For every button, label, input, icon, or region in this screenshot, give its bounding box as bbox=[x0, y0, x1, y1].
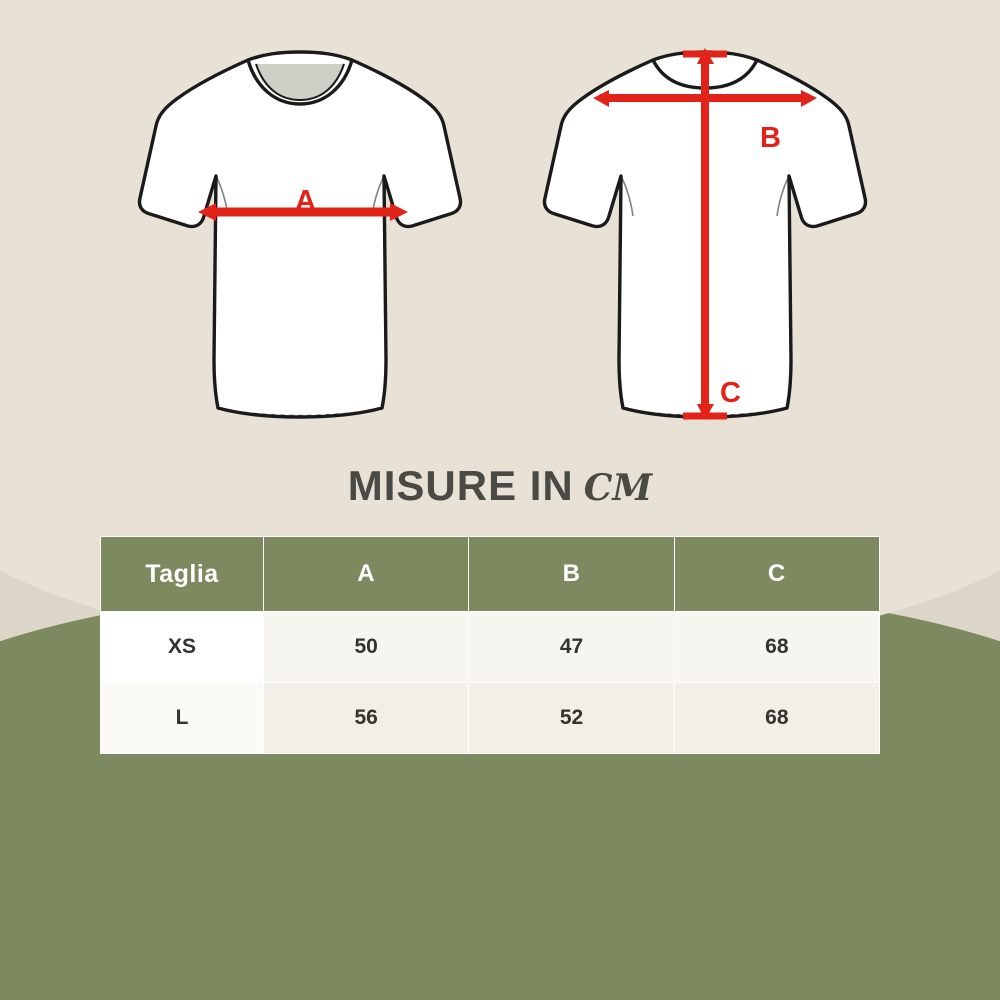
tshirt-front-icon bbox=[130, 30, 470, 430]
page-title bbox=[0, 462, 1000, 510]
table-cell-c: 68 bbox=[674, 612, 879, 683]
size-table bbox=[100, 536, 880, 754]
measure-label-c: C bbox=[720, 377, 741, 409]
table-cell-c: 68 bbox=[674, 683, 879, 754]
tshirt-back-icon bbox=[535, 30, 875, 430]
table-cell-size: XS bbox=[101, 612, 264, 683]
tshirt-front-illustration bbox=[130, 30, 470, 435]
shirt-diagrams bbox=[0, 30, 1000, 450]
table-cell-b: 47 bbox=[469, 612, 674, 683]
table-header-size: Taglia bbox=[101, 537, 264, 612]
table-header-row bbox=[101, 537, 880, 612]
table-header-b: B bbox=[469, 537, 674, 612]
page-title-text: MISURE IN bbox=[347, 462, 574, 509]
table-cell-size: L bbox=[101, 683, 264, 754]
table-header-a: A bbox=[264, 537, 469, 612]
table-cell-a: 56 bbox=[264, 683, 469, 754]
table-cell-b: 52 bbox=[469, 683, 674, 754]
table-cell-a: 50 bbox=[264, 612, 469, 683]
table-row bbox=[101, 683, 880, 754]
measure-label-a: A bbox=[295, 185, 316, 217]
page-title-unit: CM bbox=[583, 467, 653, 509]
table-row bbox=[101, 612, 880, 683]
measure-label-b: B bbox=[760, 122, 781, 154]
tshirt-back-illustration bbox=[535, 30, 875, 435]
table-header-c: C bbox=[674, 537, 879, 612]
